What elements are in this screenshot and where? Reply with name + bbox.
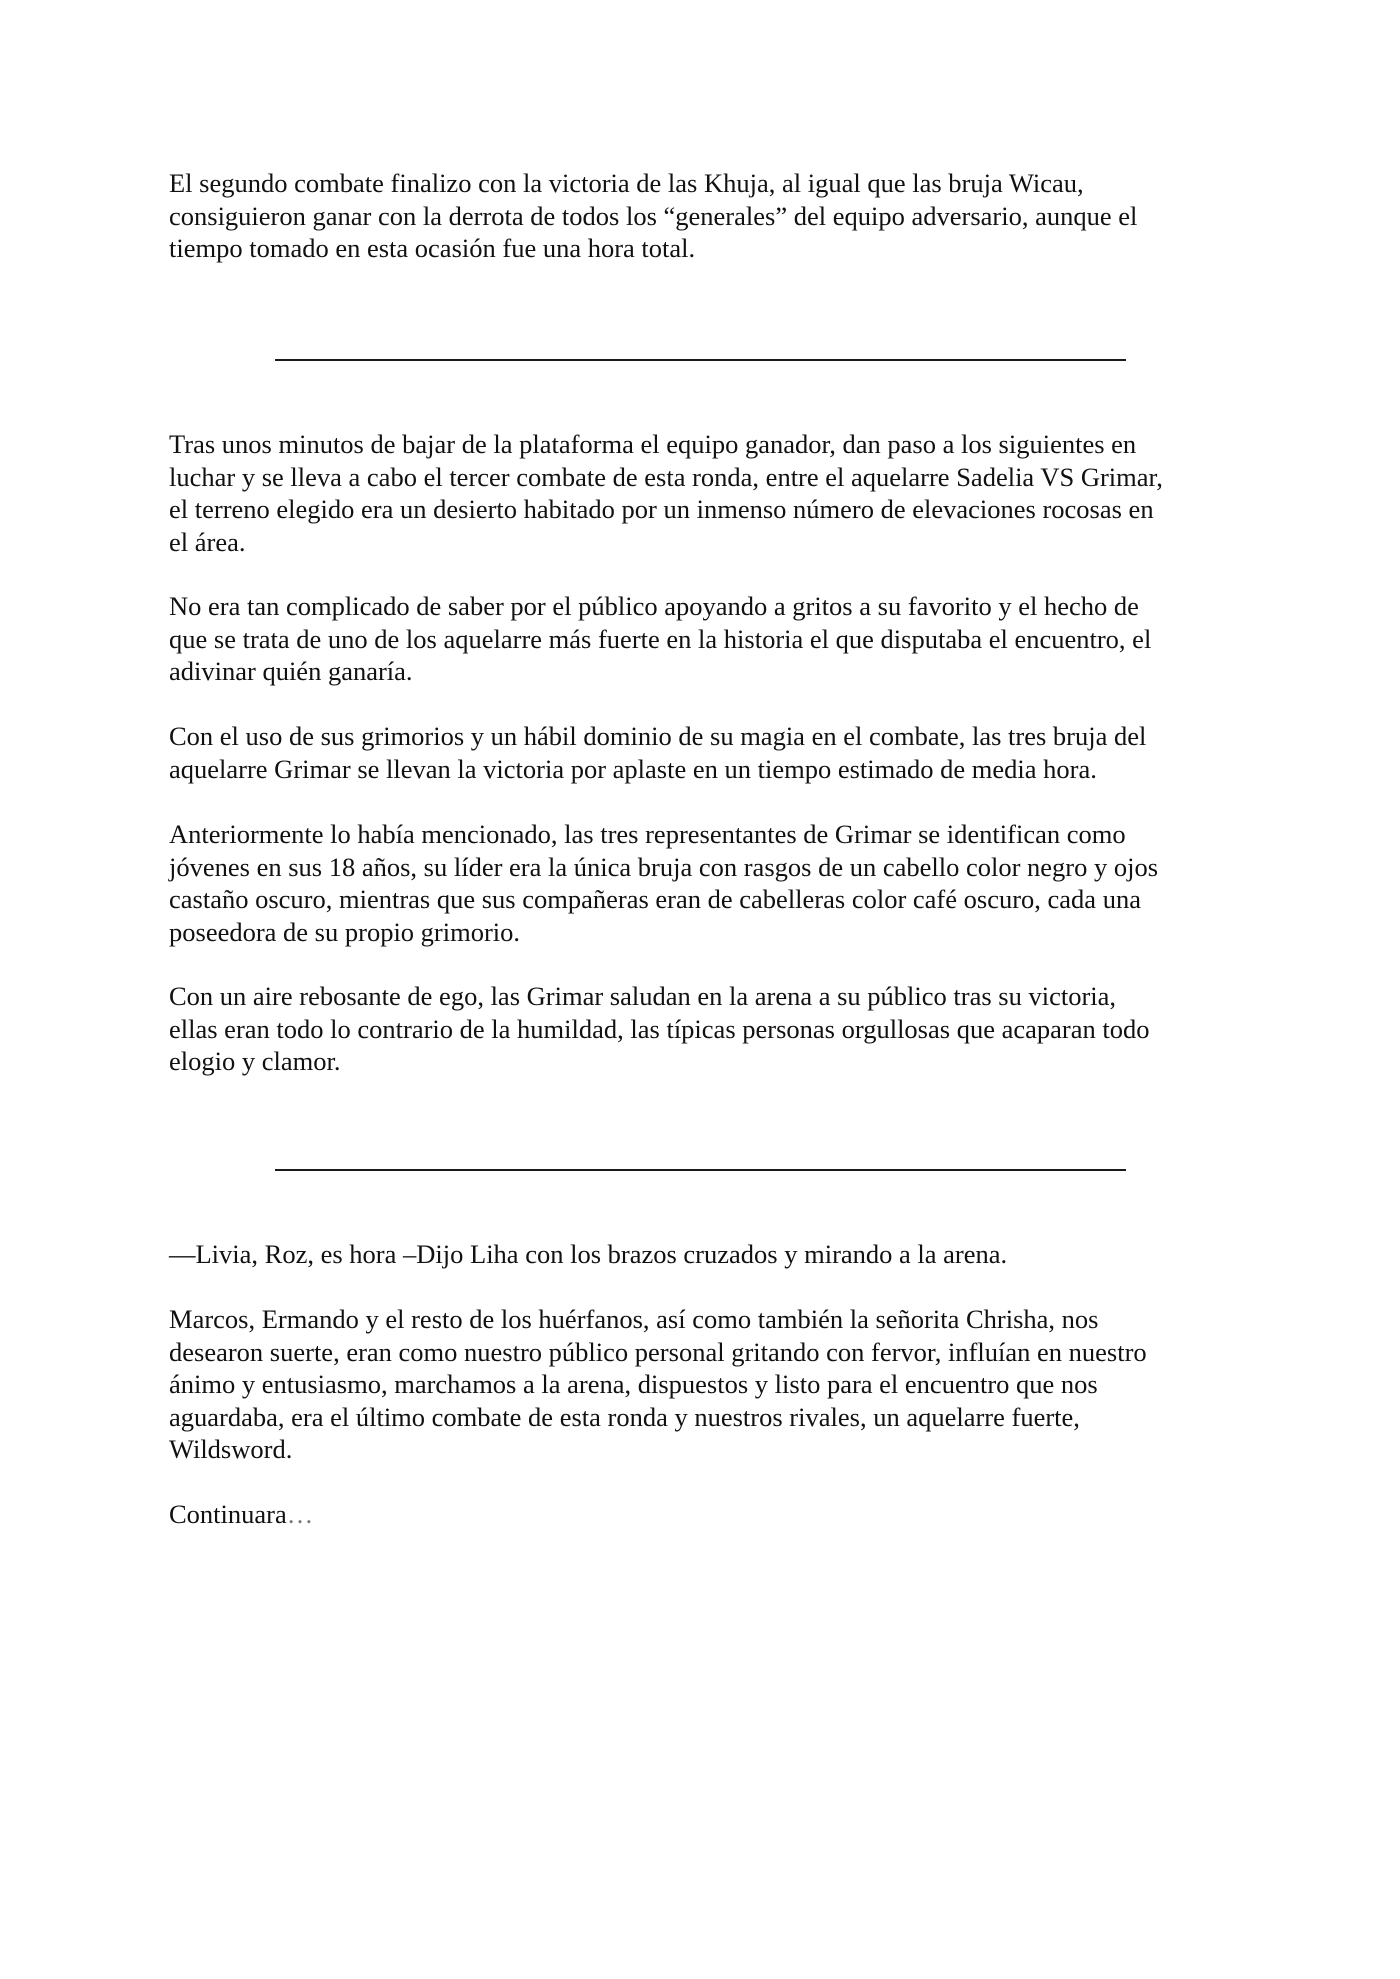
paragraph-audience-favorite: No era tan complicado de saber por el público apoyando a gritos a su favorito y el hecho de que se trata de uno de los aquelarre más fuerte en la historia el que disputaba el encuentro, el adivinar quién ganaría. (169, 591, 1152, 687)
paragraph-grimar-ego: Con un aire rebosante de ego, las Grimar saludan en la arena a su público tras su victoria, ellas eran todo lo contrario de la humildad, las típicas personas orgullosas que acaparan todo elogio y clamor. (169, 981, 1150, 1077)
closing-line (169, 1498, 1249, 1531)
paragraph-grimar-victory: Con el uso de sus grimorios y un hábil dominio de su magia en el combate, las tres bruja del aquelarre Grimar se llevan la victoria por aplaste en un tiempo estimado de media hora. (169, 721, 1147, 784)
section-divider (275, 359, 1126, 361)
section-divider (275, 1169, 1126, 1171)
closing-word: Continuara (169, 1499, 287, 1529)
paragraph-grimar-description: Anteriormente lo había mencionado, las tres representantes de Grimar se identifican como jóvenes en sus 18 años, su líder era la única bruja con rasgos de un cabello color negro y ojos castaño oscuro, mientras que sus compañeras eran de cabelleras color café oscuro, cada una poseedora de su propio grimorio. (169, 819, 1159, 947)
closing-ellipsis: … (286, 1499, 314, 1529)
paragraph-third-combat-intro: Tras unos minutos de bajar de la plataforma el equipo ganador, dan paso a los siguientes en luchar y se lleva a cabo el tercer combate de esta ronda, entre el aquelarre Sadelia VS Grimar, el terreno elegido era un desierto habitado por un inmenso número de elevaciones rocosas en el área. (169, 429, 1163, 557)
paragraph-second-combat-result: El segundo combate finalizo con la victoria de las Khuja, al igual que las bruja Wicau, consiguieron ganar con la derrota de todos los “generales” del equipo adversario, aunque el tiempo tomado en esta ocasión fue una hora total. (169, 168, 1138, 264)
paragraph-liha-dialogue: —Livia, Roz, es hora –Dijo Liha con los brazos cruzados y mirando a la arena. (169, 1239, 1008, 1269)
paragraph-orphans-support: Marcos, Ermando y el resto de los huérfanos, así como también la señorita Chrisha, nos desearon suerte, eran como nuestro público personal gritando con fervor, influían en nuestro ánimo y entusiasmo, marchamos a la arena, dispuestos y listo para el encuentro que nos aguardaba, era el último combate de esta ronda y nuestros rivales, un aquelarre fuerte, Wildsword. (169, 1304, 1147, 1465)
